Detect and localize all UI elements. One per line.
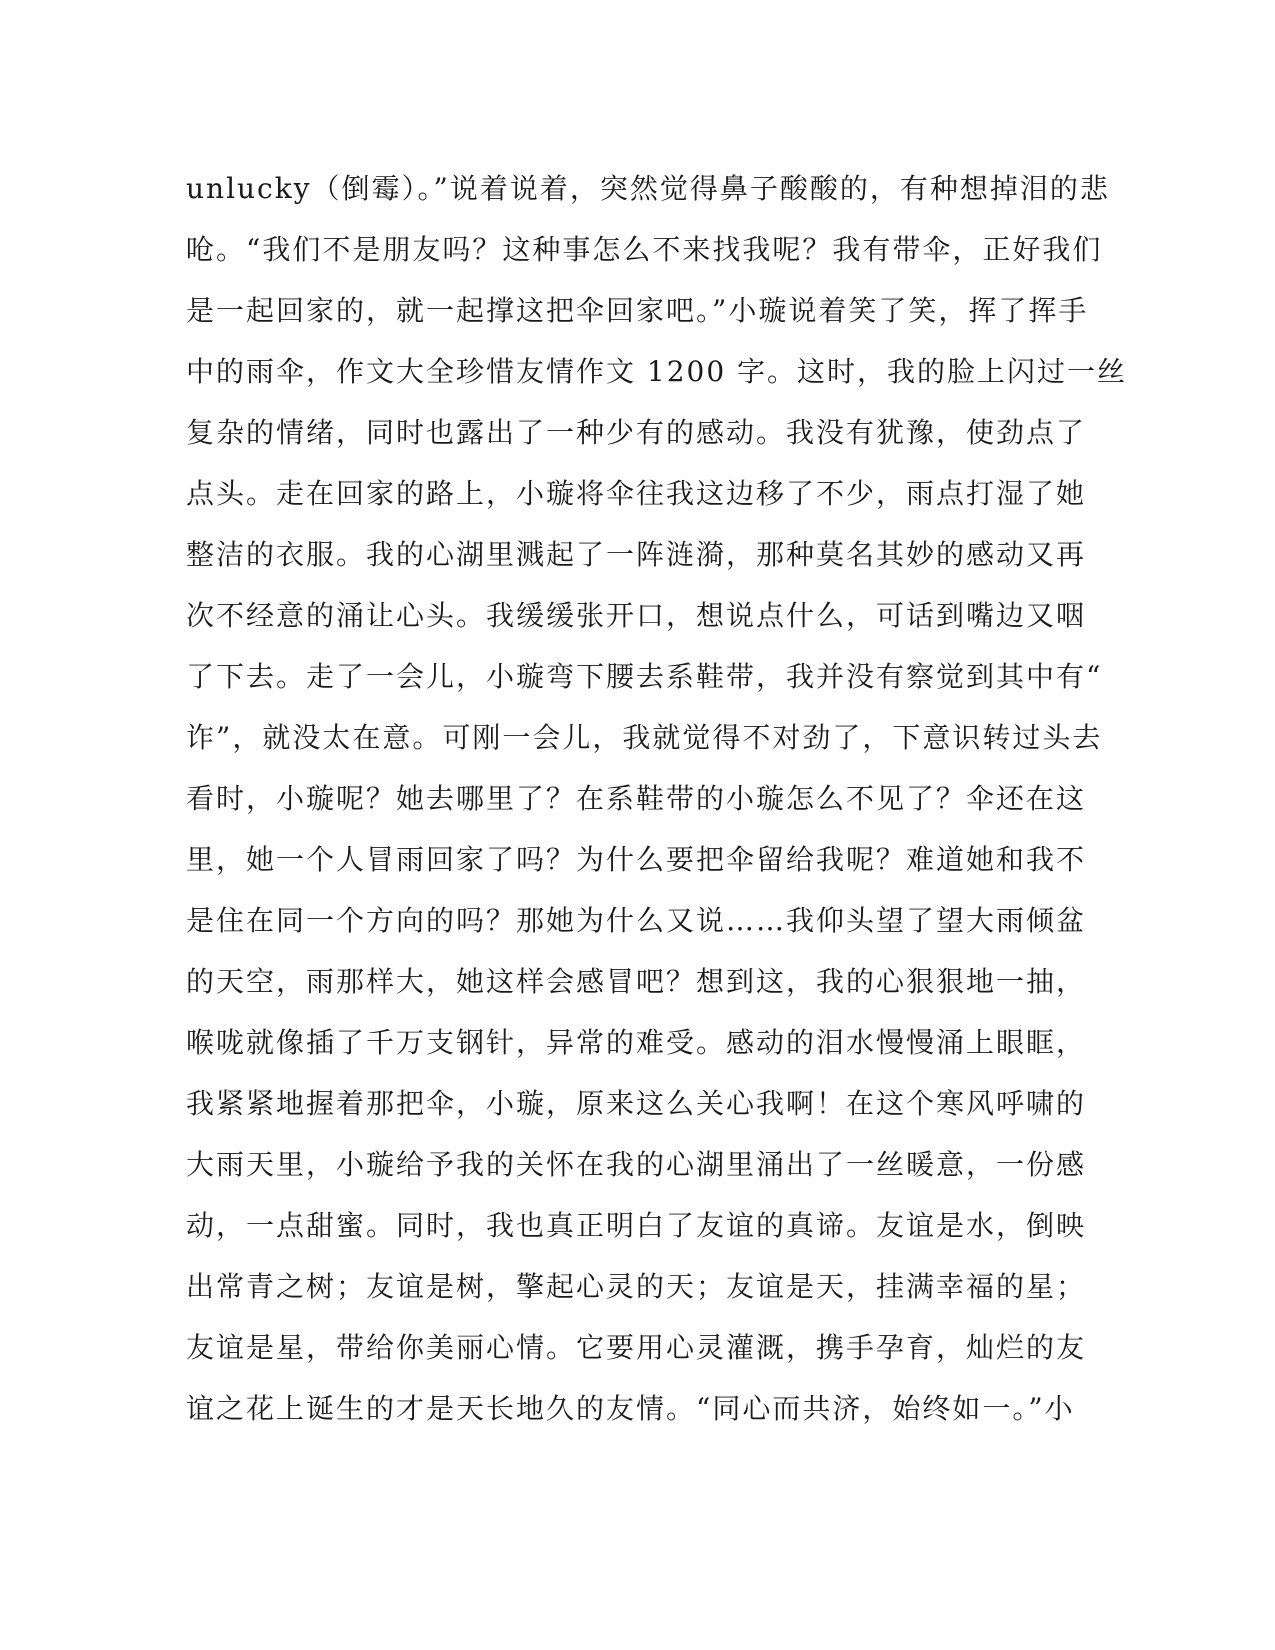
text-line: 谊之花上诞生的才是天长地久的友情。“同心而共济，始终如一。”小 [186, 1392, 1075, 1425]
text-line: 友谊是星，带给你美丽心情。它要用心灵灌溉，携手孕育，灿烂的友 [186, 1331, 1087, 1364]
text-line: 中的雨伞，作文大全珍惜友情作文 1200 字。这时，我的脸上闪过一丝 [186, 355, 1128, 388]
text-line: 了下去。走了一会儿，小璇弯下腰去系鞋带，我并没有察觉到其中有“ [186, 660, 1103, 693]
body-text [186, 158, 1128, 1439]
text-line: 里，她一个人冒雨回家了吗？为什么要把伞留给我呢？难道她和我不 [186, 843, 1087, 876]
text-line: 大雨天里，小璇给予我的关怀在我的心湖里涌出了一丝暖意，一份感 [186, 1148, 1087, 1181]
text-line: 诈”，就没太在意。可刚一会儿，我就觉得不对劲了，下意识转过头去 [186, 721, 1103, 754]
text-line: 是一起回家的，就一起撑这把伞回家吧。”小璇说着笑了笑，挥了挥手 [186, 294, 1089, 327]
text-line: 是住在同一个方向的吗？那她为什么又说……我仰头望了望大雨倾盆 [186, 904, 1087, 937]
text-line: 的天空，雨那样大，她这样会感冒吧？想到这，我的心狠狠地一抽， [186, 965, 1087, 998]
text-line: 我紧紧地握着那把伞，小璇，原来这么关心我啊！在这个寒风呼啸的 [186, 1087, 1087, 1120]
text-line: 次不经意的涌让心头。我缓缓张开口，想说点什么，可话到嘴边又咽 [186, 599, 1087, 632]
text-line: 整洁的衣服。我的心湖里溅起了一阵涟漪，那种莫名其妙的感动又再 [186, 538, 1087, 571]
text-line: 复杂的情绪，同时也露出了一种少有的感动。我没有犹豫，使劲点了 [186, 416, 1087, 449]
text-line: 出常青之树；友谊是树，擎起心灵的天；友谊是天，挂满幸福的星； [186, 1270, 1087, 1303]
text-line: unlucky（倒霉）。”说着说着，突然觉得鼻子酸酸的，有种想掉泪的悲 [186, 172, 1110, 205]
text-line: 点头。走在回家的路上，小璇将伞往我这边移了不少，雨点打湿了她 [186, 477, 1087, 510]
text-line: 动，一点甜蜜。同时，我也真正明白了友谊的真谛。友谊是水，倒映 [186, 1209, 1087, 1242]
text-line: 呛。“我们不是朋友吗？这种事怎么不来找我呢？我有带伞，正好我们 [186, 233, 1103, 266]
text-line: 看时，小璇呢？她去哪里了？在系鞋带的小璇怎么不见了？伞还在这 [186, 782, 1087, 815]
text-line: 喉咙就像插了千万支钢针，异常的难受。感动的泪水慢慢涌上眼眶， [186, 1026, 1087, 1059]
